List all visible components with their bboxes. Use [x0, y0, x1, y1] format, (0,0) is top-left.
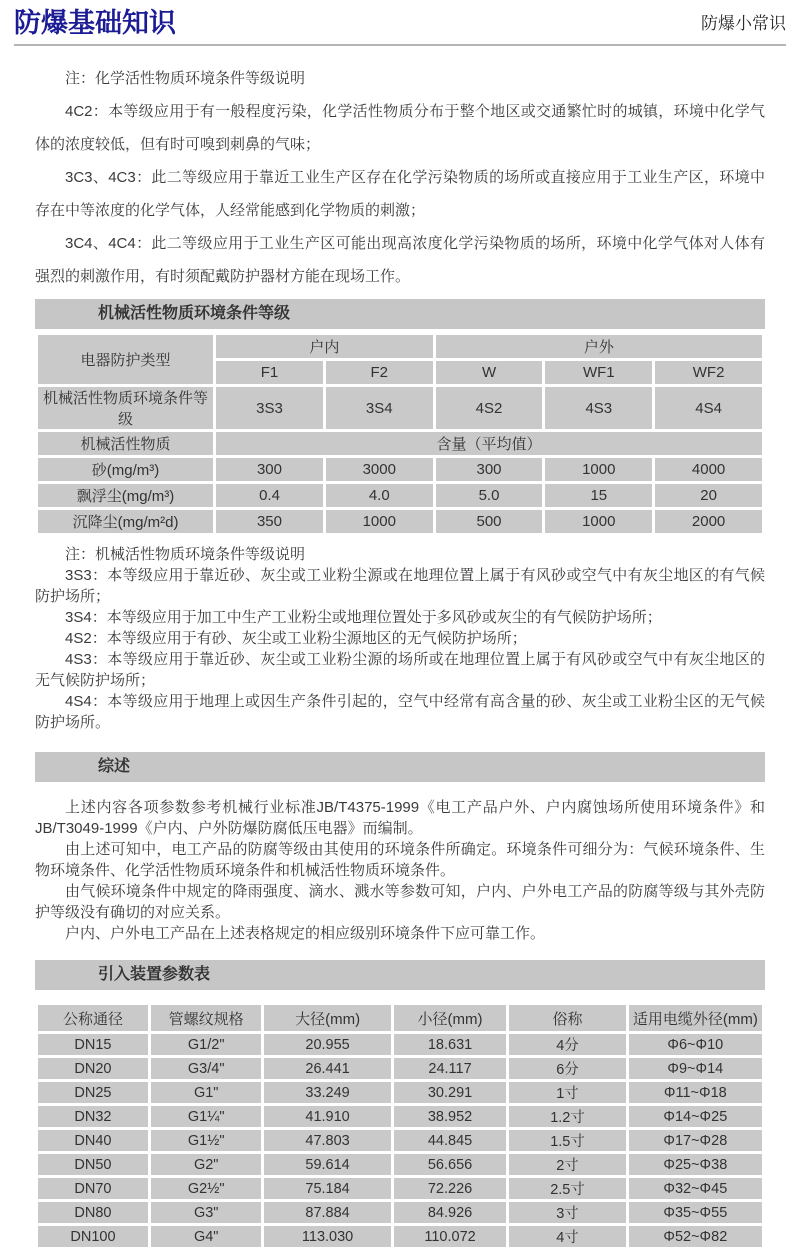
table-cell: 3S3	[216, 387, 323, 429]
table-cell: 20	[655, 484, 762, 507]
table-cell: 3S4	[326, 387, 433, 429]
table-cell: 110.072	[394, 1226, 507, 1247]
column-header: 管螺纹规格	[151, 1005, 262, 1031]
table-cell: 3寸	[509, 1202, 625, 1223]
row-label: 砂(mg/m³)	[38, 458, 213, 481]
table-cell: DN20	[38, 1058, 148, 1079]
paragraph: 上述内容各项参数参考机械行业标准JB/T4375-1999《电工产品户外、户内腐蚀场所使用环境条件》和JB/T3049-1999《户内、户外防爆防腐低压电器》而编制。	[35, 799, 765, 837]
table-cell: 56.656	[394, 1154, 507, 1175]
table-cell: 18.631	[394, 1034, 507, 1055]
table-cell: G1"	[151, 1082, 262, 1103]
summary-block	[35, 797, 765, 944]
column-header: 公称通径	[38, 1005, 148, 1031]
table-cell: 350	[216, 510, 323, 533]
chemical-notes-block	[35, 62, 765, 293]
row-label: 沉降尘(mg/m²d)	[38, 510, 213, 533]
table-row	[38, 1058, 762, 1079]
table-cell: G1½"	[151, 1130, 262, 1151]
table-cell: 33.249	[264, 1082, 390, 1103]
table-cell: 2.5寸	[509, 1178, 625, 1199]
table-row	[38, 484, 762, 507]
table-cell: 2寸	[509, 1154, 625, 1175]
chem-paragraphs	[35, 95, 765, 293]
content-average-cell: 含量（平均值）	[216, 432, 762, 455]
paragraph: 3C3、4C3：此二等级应用于靠近工业生产区存在化学污染物质的场所或直接应用于工业生产区，环境中存在中等浓度的化学气体，人经常能感到化学物质的刺激；	[35, 169, 765, 219]
table-cell: F1	[216, 361, 323, 384]
table-header-row	[38, 1005, 762, 1031]
table-row	[38, 1130, 762, 1151]
table-row	[38, 432, 762, 455]
table-row	[38, 1082, 762, 1103]
table-cell: 47.803	[264, 1130, 390, 1151]
note-paragraph: 4S4：本等级应用于地理上或因生产条件引起的，空气中经常有高含量的砂、灰尘或工业粉尘区的无气候防护场所。	[35, 693, 765, 731]
page-header	[14, 0, 786, 46]
table-row	[38, 1202, 762, 1223]
table-row	[38, 458, 762, 481]
table-cell: 15	[545, 484, 652, 507]
table-cell: 4S4	[655, 387, 762, 429]
table-row	[38, 387, 762, 429]
table-cell: DN50	[38, 1154, 148, 1175]
paragraph: 户内、户外电工产品在上述表格规定的相应级别环境条件下应可靠工作。	[65, 925, 546, 942]
table-cell: DN80	[38, 1202, 148, 1223]
table-cell: Φ9~Φ14	[629, 1058, 762, 1079]
table-cell: 4S2	[436, 387, 543, 429]
mechanical-notes-block	[35, 544, 765, 733]
table-cell: WF2	[655, 361, 762, 384]
paragraph: 由气候环境条件中规定的降雨强度、滴水、溅水等参数可知，户内、户外电工产品的防腐等级与其外壳防护等级没有确切的对应关系。	[35, 883, 765, 921]
table-cell: 75.184	[264, 1178, 390, 1199]
paragraph: 3C4、4C4：此二等级应用于工业生产区可能出现高浓度化学污染物质的场所，环境中化学气体对人体有强烈的刺激作用，有时须配戴防护器材方能在现场工作。	[35, 235, 765, 285]
chem-notes-intro: 注：化学活性物质环境条件等级说明	[65, 70, 306, 87]
mech-table-body	[38, 335, 762, 533]
note-paragraph: 3S4：本等级应用于加工中生产工业粉尘或地理位置处于多风砂或灰尘的有气候防护场所；	[65, 609, 662, 626]
table-cell: Φ52~Φ82	[629, 1226, 762, 1247]
section-bar-gland-table: 引入装置参数表	[35, 960, 765, 990]
row-label: 机械活性物质环境条件等级	[38, 387, 213, 429]
corner-cell: 电器防护类型	[38, 335, 213, 384]
table-cell: 500	[436, 510, 543, 533]
table-cell: Φ17~Φ28	[629, 1130, 762, 1151]
table-cell: 1寸	[509, 1082, 625, 1103]
table-row	[38, 1106, 762, 1127]
gland-table	[35, 1002, 765, 1250]
table-cell: 4寸	[509, 1226, 625, 1247]
table-cell: 84.926	[394, 1202, 507, 1223]
summary-paragraphs	[35, 797, 765, 944]
gland-table-body	[38, 1034, 762, 1247]
note-paragraph: 3S3：本等级应用于靠近砂、灰尘或工业粉尘源或在地理位置上属于有风砂或空气中有灰尘地区的有气候防护场所；	[35, 567, 765, 605]
table-cell: 4.0	[326, 484, 433, 507]
table-cell: 72.226	[394, 1178, 507, 1199]
table-cell: Φ14~Φ25	[629, 1106, 762, 1127]
section-bar-summary: 综述	[35, 752, 765, 782]
table-cell: 4000	[655, 458, 762, 481]
section-bar-mechanical: 机械活性物质环境条件等级	[35, 299, 765, 329]
table-cell: G3"	[151, 1202, 262, 1223]
column-header: 适用电缆外径(mm)	[629, 1005, 762, 1031]
table-cell: 59.614	[264, 1154, 390, 1175]
table-cell: 1000	[326, 510, 433, 533]
table-cell: Φ11~Φ18	[629, 1082, 762, 1103]
table-cell: 6分	[509, 1058, 625, 1079]
table-cell: G2"	[151, 1154, 262, 1175]
table-row	[38, 335, 762, 358]
table-cell: 20.955	[264, 1034, 390, 1055]
column-header: 俗称	[509, 1005, 625, 1031]
table-row	[38, 1034, 762, 1055]
table-cell: 1.5寸	[509, 1130, 625, 1151]
table-cell: 26.441	[264, 1058, 390, 1079]
note-paragraph: 4S2：本等级应用于有砂、灰尘或工业粉尘源地区的无气候防护场所；	[65, 630, 527, 647]
table-cell: 5.0	[436, 484, 543, 507]
table-cell: W	[436, 361, 543, 384]
table-cell: 300	[216, 458, 323, 481]
column-header: 大径(mm)	[264, 1005, 390, 1031]
table-cell: G1¼"	[151, 1106, 262, 1127]
table-cell: WF1	[545, 361, 652, 384]
table-cell: Φ25~Φ38	[629, 1154, 762, 1175]
paragraph: 由上述可知中，电工产品的防腐等级由其使用的环境条件所确定。环境条件可细分为：气候环境条件、生物环境条件、化学活性物质环境条件和机械活性物质环境条件。	[35, 841, 765, 879]
table-row	[38, 1226, 762, 1247]
table-cell: G3/4"	[151, 1058, 262, 1079]
table-cell: 44.845	[394, 1130, 507, 1151]
table-cell: G4"	[151, 1226, 262, 1247]
page-content	[0, 62, 800, 1250]
page-title: 防爆基础知识	[14, 8, 176, 38]
table-cell: 38.952	[394, 1106, 507, 1127]
table-cell: 24.117	[394, 1058, 507, 1079]
table-cell: G1/2"	[151, 1034, 262, 1055]
table-row	[38, 510, 762, 533]
table-cell: 4分	[509, 1034, 625, 1055]
mech-notes-list	[35, 565, 765, 733]
table-cell: 1000	[545, 510, 652, 533]
table-cell: 0.4	[216, 484, 323, 507]
table-cell: 113.030	[264, 1226, 390, 1247]
indoor-header-cell: 户内	[216, 335, 433, 358]
table-cell: DN32	[38, 1106, 148, 1127]
table-cell: DN100	[38, 1226, 148, 1247]
table-cell: F2	[326, 361, 433, 384]
table-cell: DN15	[38, 1034, 148, 1055]
table-row	[38, 1178, 762, 1199]
row-label: 机械活性物质	[38, 432, 213, 455]
mech-env-table	[35, 332, 765, 536]
table-cell: DN70	[38, 1178, 148, 1199]
table-cell: Φ32~Φ45	[629, 1178, 762, 1199]
note-paragraph: 4S3：本等级应用于靠近砂、灰尘或工业粉尘源的场所或在地理位置上属于有风砂或空气中有灰尘地区的无气候防护场所；	[35, 651, 765, 689]
table-cell: 1.2寸	[509, 1106, 625, 1127]
table-cell: G2½"	[151, 1178, 262, 1199]
table-cell: DN40	[38, 1130, 148, 1151]
table-cell: Φ35~Φ55	[629, 1202, 762, 1223]
table-cell: 87.884	[264, 1202, 390, 1223]
mech-notes-intro: 注：机械活性物质环境条件等级说明	[65, 546, 306, 563]
table-cell: 4S3	[545, 387, 652, 429]
paragraph: 4C2：本等级应用于有一般程度污染，化学活性物质分布于整个地区或交通繁忙时的城镇，环境中化学气体的浓度较低，但有时可嗅到刺鼻的气味；	[35, 103, 765, 153]
table-cell: 2000	[655, 510, 762, 533]
header-right-label: 防爆小常识	[701, 14, 786, 33]
table-cell: Φ6~Φ10	[629, 1034, 762, 1055]
table-cell: DN25	[38, 1082, 148, 1103]
outdoor-header-cell: 户外	[436, 335, 762, 358]
table-cell: 3000	[326, 458, 433, 481]
table-cell: 41.910	[264, 1106, 390, 1127]
column-header: 小径(mm)	[394, 1005, 507, 1031]
table-cell: 1000	[545, 458, 652, 481]
row-label: 飘浮尘(mg/m³)	[38, 484, 213, 507]
table-cell: 300	[436, 458, 543, 481]
table-row	[38, 1154, 762, 1175]
table-cell: 30.291	[394, 1082, 507, 1103]
